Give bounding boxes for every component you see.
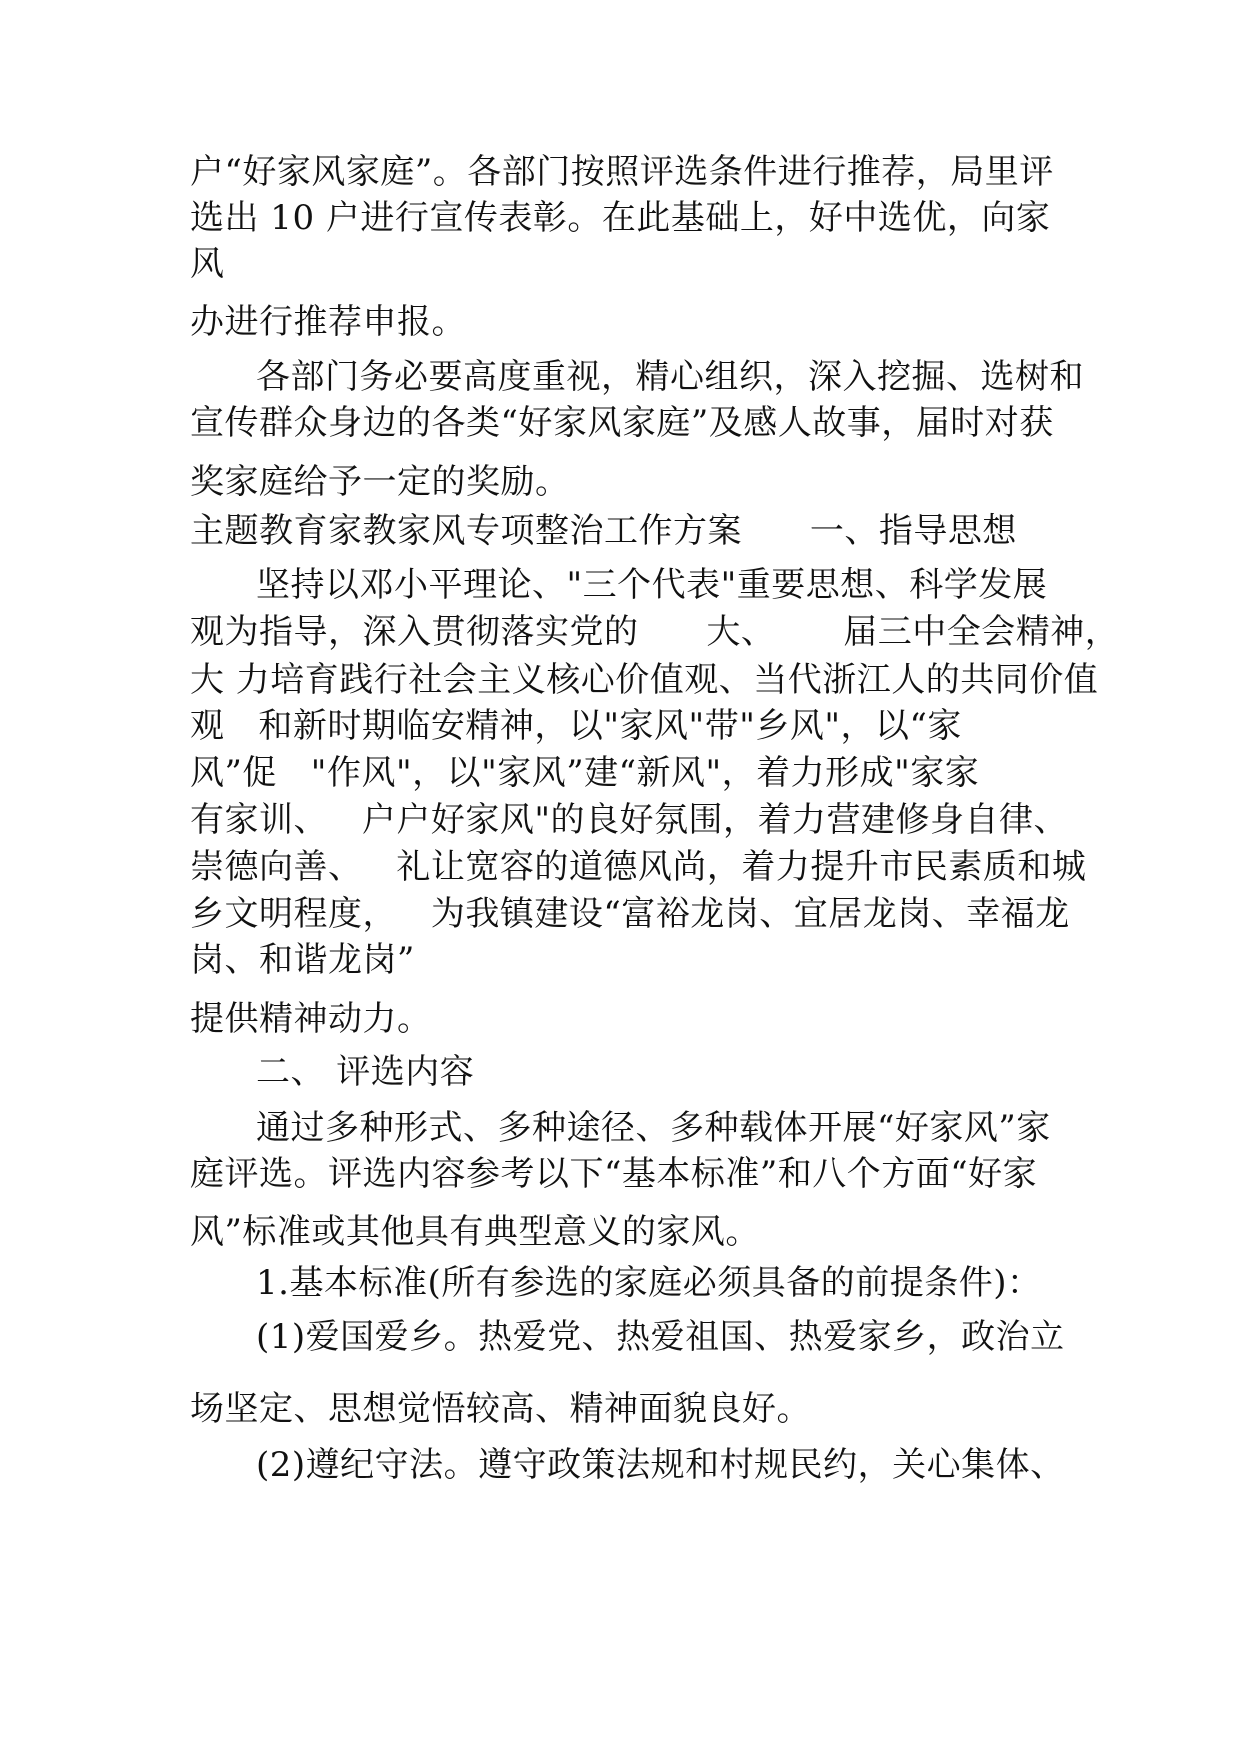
- text-line: 风”促 "作风"，以"家风”建“新风"，着力形成"家家: [190, 753, 980, 793]
- text-line: 观为指导，深入贯彻落实党的 大、 届三中全会精神，: [190, 612, 1120, 652]
- list-item: 1.基本标准(所有参选的家庭必须具备的前提条件)：: [256, 1263, 1042, 1303]
- text-line: 庭评选。评选内容参考以下“基本标准”和八个方面“好家: [190, 1154, 1038, 1194]
- paragraph-start: 通过多种形式、多种途径、多种载体开展“好家风”家: [256, 1108, 1051, 1148]
- text-line: 选出 10 户进行宣传表彰。在此基础上，好中选优，向家: [190, 198, 1051, 238]
- text-line: 岗、和谐龙岗”: [190, 940, 415, 980]
- text-line: 风: [190, 244, 225, 284]
- paragraph-start: 坚持以邓小平理论、"三个代表"重要思想、科学发展: [256, 565, 1048, 605]
- text-line: 场坚定、思想觉悟较高、精神面貌良好。: [190, 1389, 811, 1429]
- paragraph-start: 各部门务必要高度重视，精心组织，深入挖掘、选树和: [256, 357, 1084, 397]
- text-line: 大 力培育践行社会主义核心价值观、当代浙江人的共同价值: [190, 660, 1099, 700]
- text-line: 奖家庭给予一定的奖励。: [190, 462, 570, 502]
- text-line: 户“好家风家庭”。各部门按照评选条件进行推荐，局里评: [190, 152, 1054, 192]
- text-line: 有家训、 户户好家风"的良好氛围，着力营建修身自律、: [190, 800, 1069, 840]
- text-line: 办进行推荐申报。: [190, 302, 466, 342]
- text-line: 提供精神动力。: [190, 999, 432, 1039]
- text-line: 观 和新时期临安精神，以"家风"带"乡风"，以“家: [190, 706, 962, 746]
- text-line: 崇德向善、 礼让宽容的道德风尚，着力提升市民素质和城: [190, 847, 1087, 887]
- list-item: (1)爱国爱乡。热爱党、热爱祖国、热爱家乡，政治立: [256, 1317, 1065, 1357]
- list-item: (2)遵纪守法。遵守政策法规和村规民约，关心集体、: [256, 1445, 1065, 1485]
- section-heading: 主题教育家教家风专项整治工作方案 一、指导思想: [190, 511, 1017, 551]
- section-heading: 二、 评选内容: [256, 1052, 475, 1092]
- text-line: 风”标准或其他具有典型意义的家风。: [190, 1212, 760, 1252]
- text-line: 宣传群众身边的各类“好家风家庭”及感人故事，届时对获: [190, 403, 1054, 443]
- text-line: 乡文明程度， 为我镇建设“富裕龙岗、宜居龙岗、幸福龙: [190, 894, 1070, 934]
